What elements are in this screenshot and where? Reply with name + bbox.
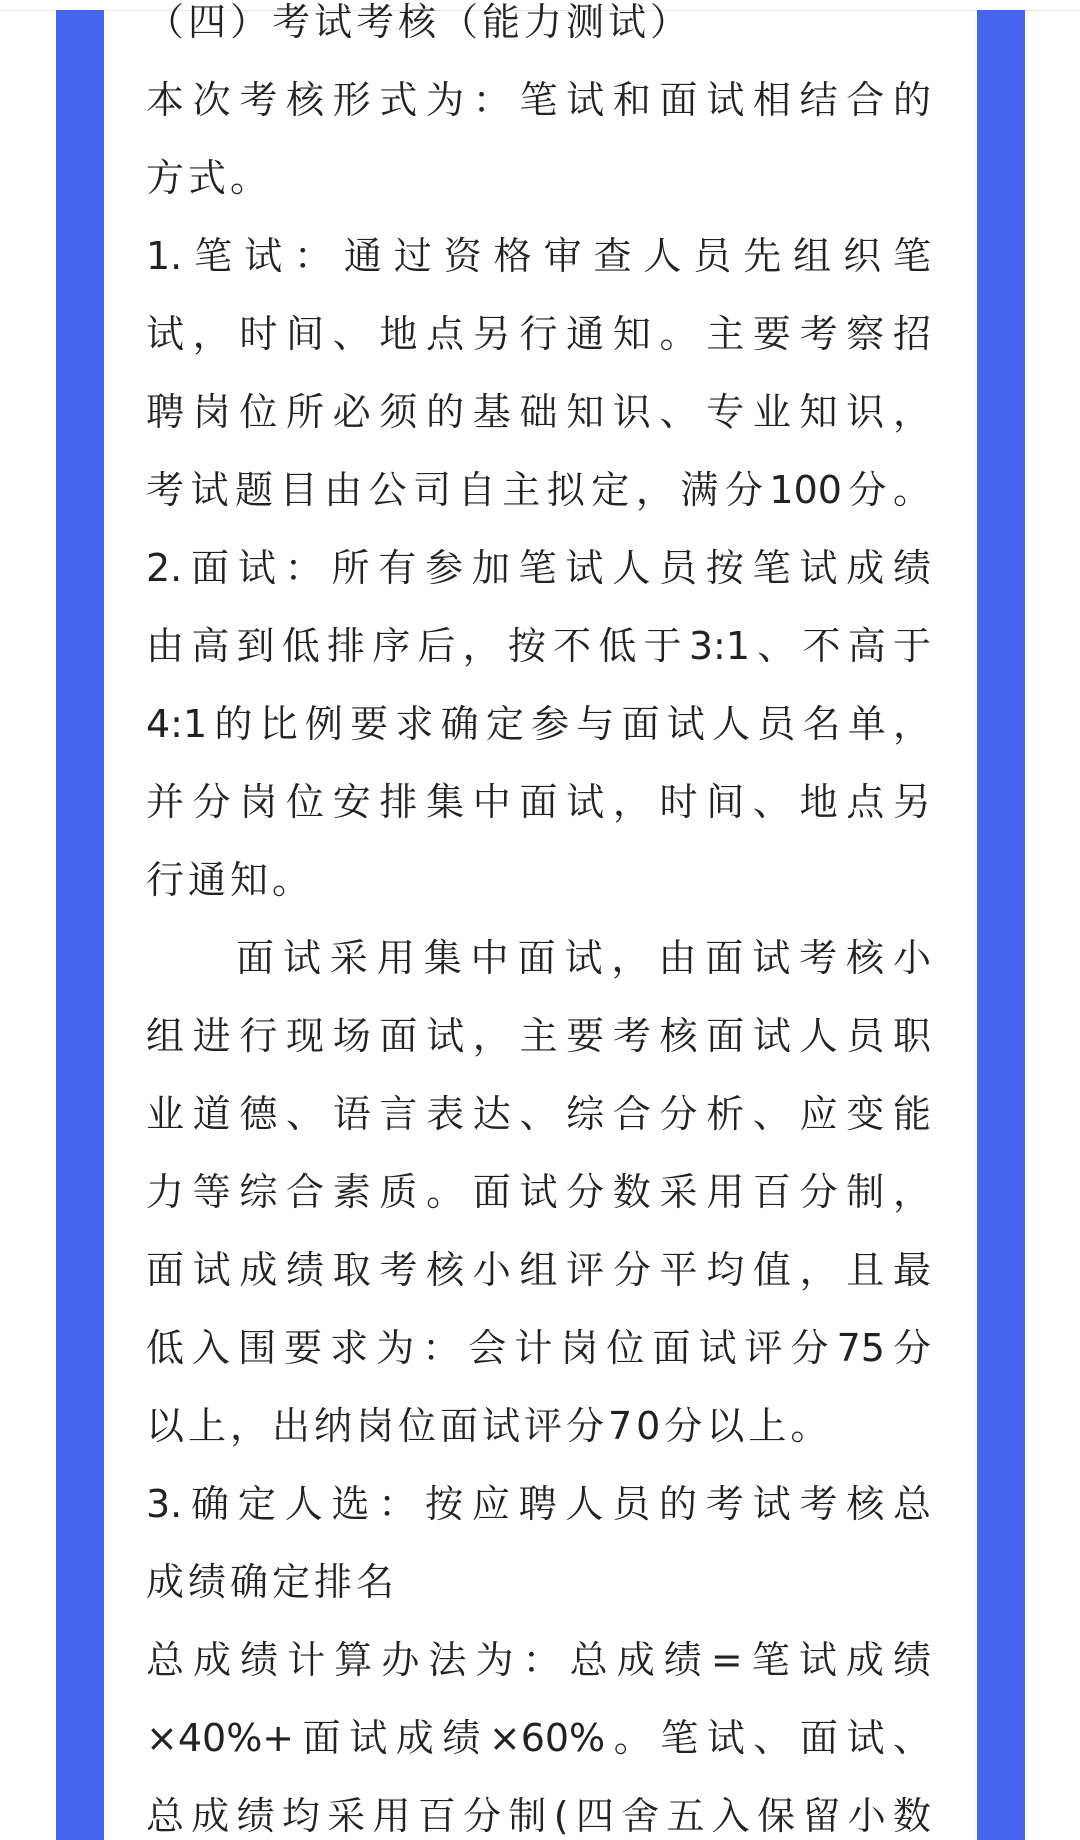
text-line: 3.确定人选：按应聘人员的考试考核总 (146, 1482, 931, 1526)
text-line: 2.面试：所有参加笔试人员按笔试成绩 (146, 546, 931, 590)
text-line: ×40%+面试成绩×60%。笔试、面试、 (146, 1716, 931, 1760)
text-line: 并分岗位安排集中面试，时间、地点另 (146, 780, 931, 824)
section-heading: （四）考试考核（能力测试） (146, 0, 693, 44)
text-line: 考试题目由公司自主拟定，满分100分。 (146, 468, 931, 512)
text-line: 4:1的比例要求确定参与面试人员名单， (146, 702, 931, 746)
document-body (146, 0, 931, 1840)
text-line: 行通知。 (146, 858, 315, 902)
text-line: 面试采用集中面试，由面试考核小 (236, 936, 931, 980)
text-line: 总成绩均采用百分制(四舍五入保留小数 (146, 1794, 931, 1838)
right-blue-border (977, 10, 1025, 1840)
text-line: 成绩确定排名 (146, 1560, 399, 1604)
text-line: 本次考核形式为：笔试和面试相结合的 (146, 78, 931, 122)
text-line: 以上，出纳岗位面试评分70分以上。 (146, 1404, 833, 1448)
text-line: 总成绩计算办法为：总成绩=笔试成绩 (146, 1638, 931, 1682)
text-line: 低入围要求为：会计岗位面试评分75分 (146, 1326, 931, 1370)
text-line: 组进行现场面试，主要考核面试人员职 (146, 1014, 931, 1058)
text-line: 1.笔试：通过资格审查人员先组织笔 (146, 234, 931, 278)
left-blue-border (56, 10, 104, 1840)
text-line: 力等综合素质。面试分数采用百分制， (146, 1170, 931, 1214)
text-line: 试，时间、地点另行通知。主要考察招 (146, 312, 931, 356)
text-line: 聘岗位所必须的基础知识、专业知识， (146, 390, 931, 434)
text-line: 方式。 (146, 156, 273, 200)
text-line: 面试成绩取考核小组评分平均值，且最 (146, 1248, 931, 1292)
text-line: 由高到低排序后，按不低于3:1、不高于 (146, 624, 931, 668)
text-line: 业道德、语言表达、综合分析、应变能 (146, 1092, 931, 1136)
